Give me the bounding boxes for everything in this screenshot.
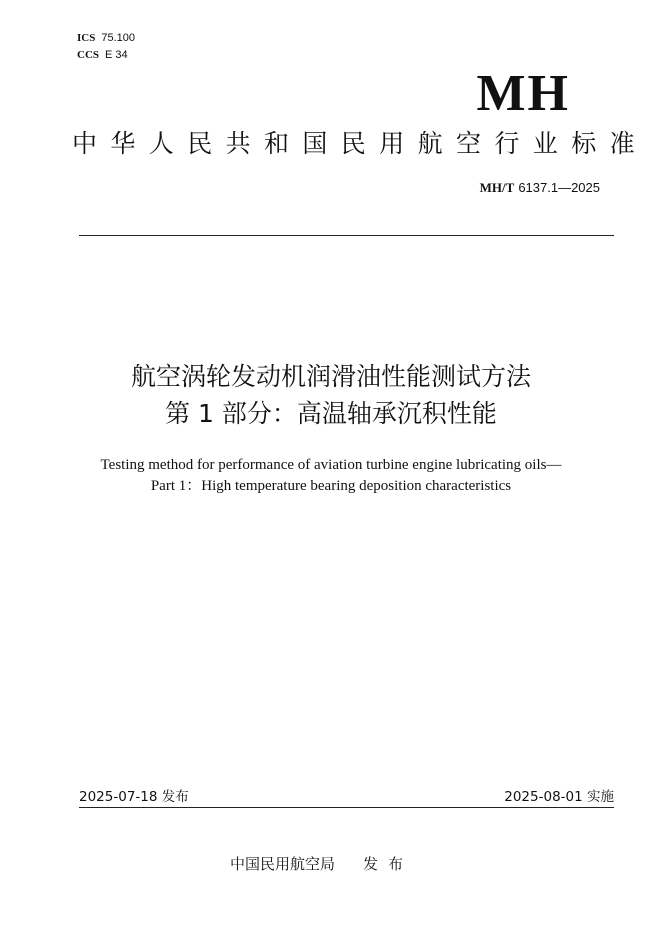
title-en-line1: Testing method for performance of aviation turbine engine lubricating oils— — [100, 457, 562, 473]
implementation-date: 2025-08-01 实施 — [504, 789, 614, 805]
standard-number — [480, 179, 600, 197]
issuer-name: 中国民用航空局 — [230, 855, 336, 873]
title-cn-line2: 第 1 部分：高温轴承沉积性能 — [165, 399, 497, 428]
header-divider — [79, 235, 614, 236]
ccs-value: E 34 — [105, 49, 128, 61]
mh-logo: MH — [476, 65, 570, 122]
ccs-label: CCS — [77, 49, 100, 61]
standard-type-heading: 中华人民共和国民用航空行业标准 — [72, 129, 649, 158]
ics-value: 75.100 — [101, 32, 135, 44]
footer-divider — [79, 807, 614, 808]
ics-label: ICS — [77, 32, 96, 44]
standard-number-prefix: MH/T — [479, 180, 515, 195]
ics-code — [77, 31, 135, 45]
title-en-line2: Part 1：High temperature bearing deposition characteristics — [150, 478, 512, 494]
issuer — [230, 853, 413, 875]
standard-number-value: 6137.1—2025 — [518, 180, 600, 195]
title-cn-line1: 航空涡轮发动机润滑油性能测试方法 — [130, 362, 531, 391]
ccs-code — [77, 48, 128, 62]
issuer-verb: 发布 — [363, 855, 414, 873]
issue-date: 2025-07-18 发布 — [79, 789, 189, 805]
